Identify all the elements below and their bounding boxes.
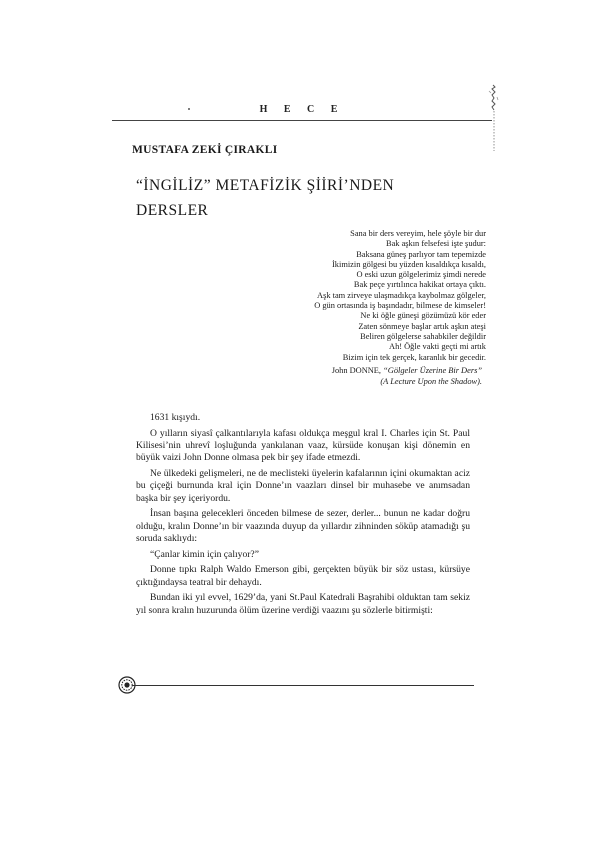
header-dot [188,108,190,110]
citation-author: John DONNE, [331,366,382,375]
epigraph-line: Zaten sönmeye başlar artık aşkın ateşi [358,321,486,331]
citation-original-title: (A Lecture Upon the Shadow). [380,376,482,386]
body-paragraph: O yılların siyasî çalkantılarıyla kafası oldukça meşgul kral I. Charles için St. Paul Kilisesi’nin uhrevî loşluğunda yankılanan vaaz, kürsüde konuşan kişi dönemin en büyük vaizi John Donne olmasa pek bir şey ifade etmezdi. [136,427,470,464]
citation-line-2 [332,377,482,388]
article-title-line-2: DERSLER [136,202,209,219]
epigraph-line: Aşk tam zirveye ulaşmadıkça kaybolmaz gölgeler, [317,290,486,300]
epigraph-line: Sana bir ders vereyim, hele şöyle bir dur [350,229,486,238]
body-paragraph: İnsan başına gelecekleri önceden bilmese de sezer, derler... bunun ne kadar doğru olduğu, kralın Donne’ın bir vaazında duyup da yıllardır zihninden söküp atamadığı şu soruda saklıydı: [136,508,470,545]
body-paragraph: 1631 kışıydı. [150,412,201,423]
epigraph-line: Ah! Öğle vakti geçti mi artık [389,342,486,352]
body-paragraph: Bundan iki yıl evvel, 1629’da, yani St.Paul Katedrali Başrahibi olduktan tam sekiz yıl sonra kralın huzurunda ölüm üzerine verdiği vaazını şu sözlerle bitirmişti: [136,592,470,616]
citation-line-1 [332,366,482,377]
article-author: MUSTAFA ZEKİ ÇIRAKLI [132,144,278,156]
body-paragraph: “Çanlar kimin için çalıyor?” [150,548,259,560]
epigraph-line: O gün ortasında iş başındadır, bilmese de kimseler! [314,301,486,311]
epigraph-poem [314,229,486,363]
article-title-line-1: “İNGİLİZ” METAFİZİK ŞİİRİ’NDEN [136,177,395,194]
citation-title: “Gölgeler Üzerine Bir Ders” [383,366,482,375]
body-paragraph: Donne tıpkı Ralph Waldo Emerson gibi, gerçekten büyük bir söz ustası, kürsüye çıktığındaysa teatral bir dehaydı. [136,564,470,588]
article-body [136,412,470,620]
epigraph-line: Baksana güneş parlıyor tam tepemizde [356,249,486,259]
epigraph-line: Bak aşkın felsefesi işte şudur: [385,239,486,249]
epigraph-citation [332,366,482,388]
epigraph-line: Bak peçe yırtılınca hakikat ortaya çıktı. [353,280,486,290]
epigraph-line: Beliren gölgelerse sahabkiler değildir [360,331,486,341]
epigraph-line: O eski uzun gölgelerimiz şimdi nerede [356,270,486,280]
epigraph-line: İkimizin gölgesi bu yüzden kısaldıkça kısaldı, [332,259,486,269]
epigraph-line: Bizim için tek gerçek, karanlık bir gecedir. [342,352,486,362]
body-paragraph: Ne ülkedeki gelişmeleri, ne de meclisteki üyelerin kafalarının içini okumaktan aciz bu çiçeği burnunda kral için Donne’ın vaazları dinsel bir muhasebe ve anımsadan başka bir şey içeriyordu. [136,468,470,504]
header-rule [112,120,492,121]
running-header: H E C E [259,104,345,115]
footer-rule [132,685,474,686]
vertical-scribble-icon [486,83,500,153]
article-title [136,173,394,223]
epigraph-line: Ne ki öğle güneşi gözümüzü kör eder [360,311,486,321]
